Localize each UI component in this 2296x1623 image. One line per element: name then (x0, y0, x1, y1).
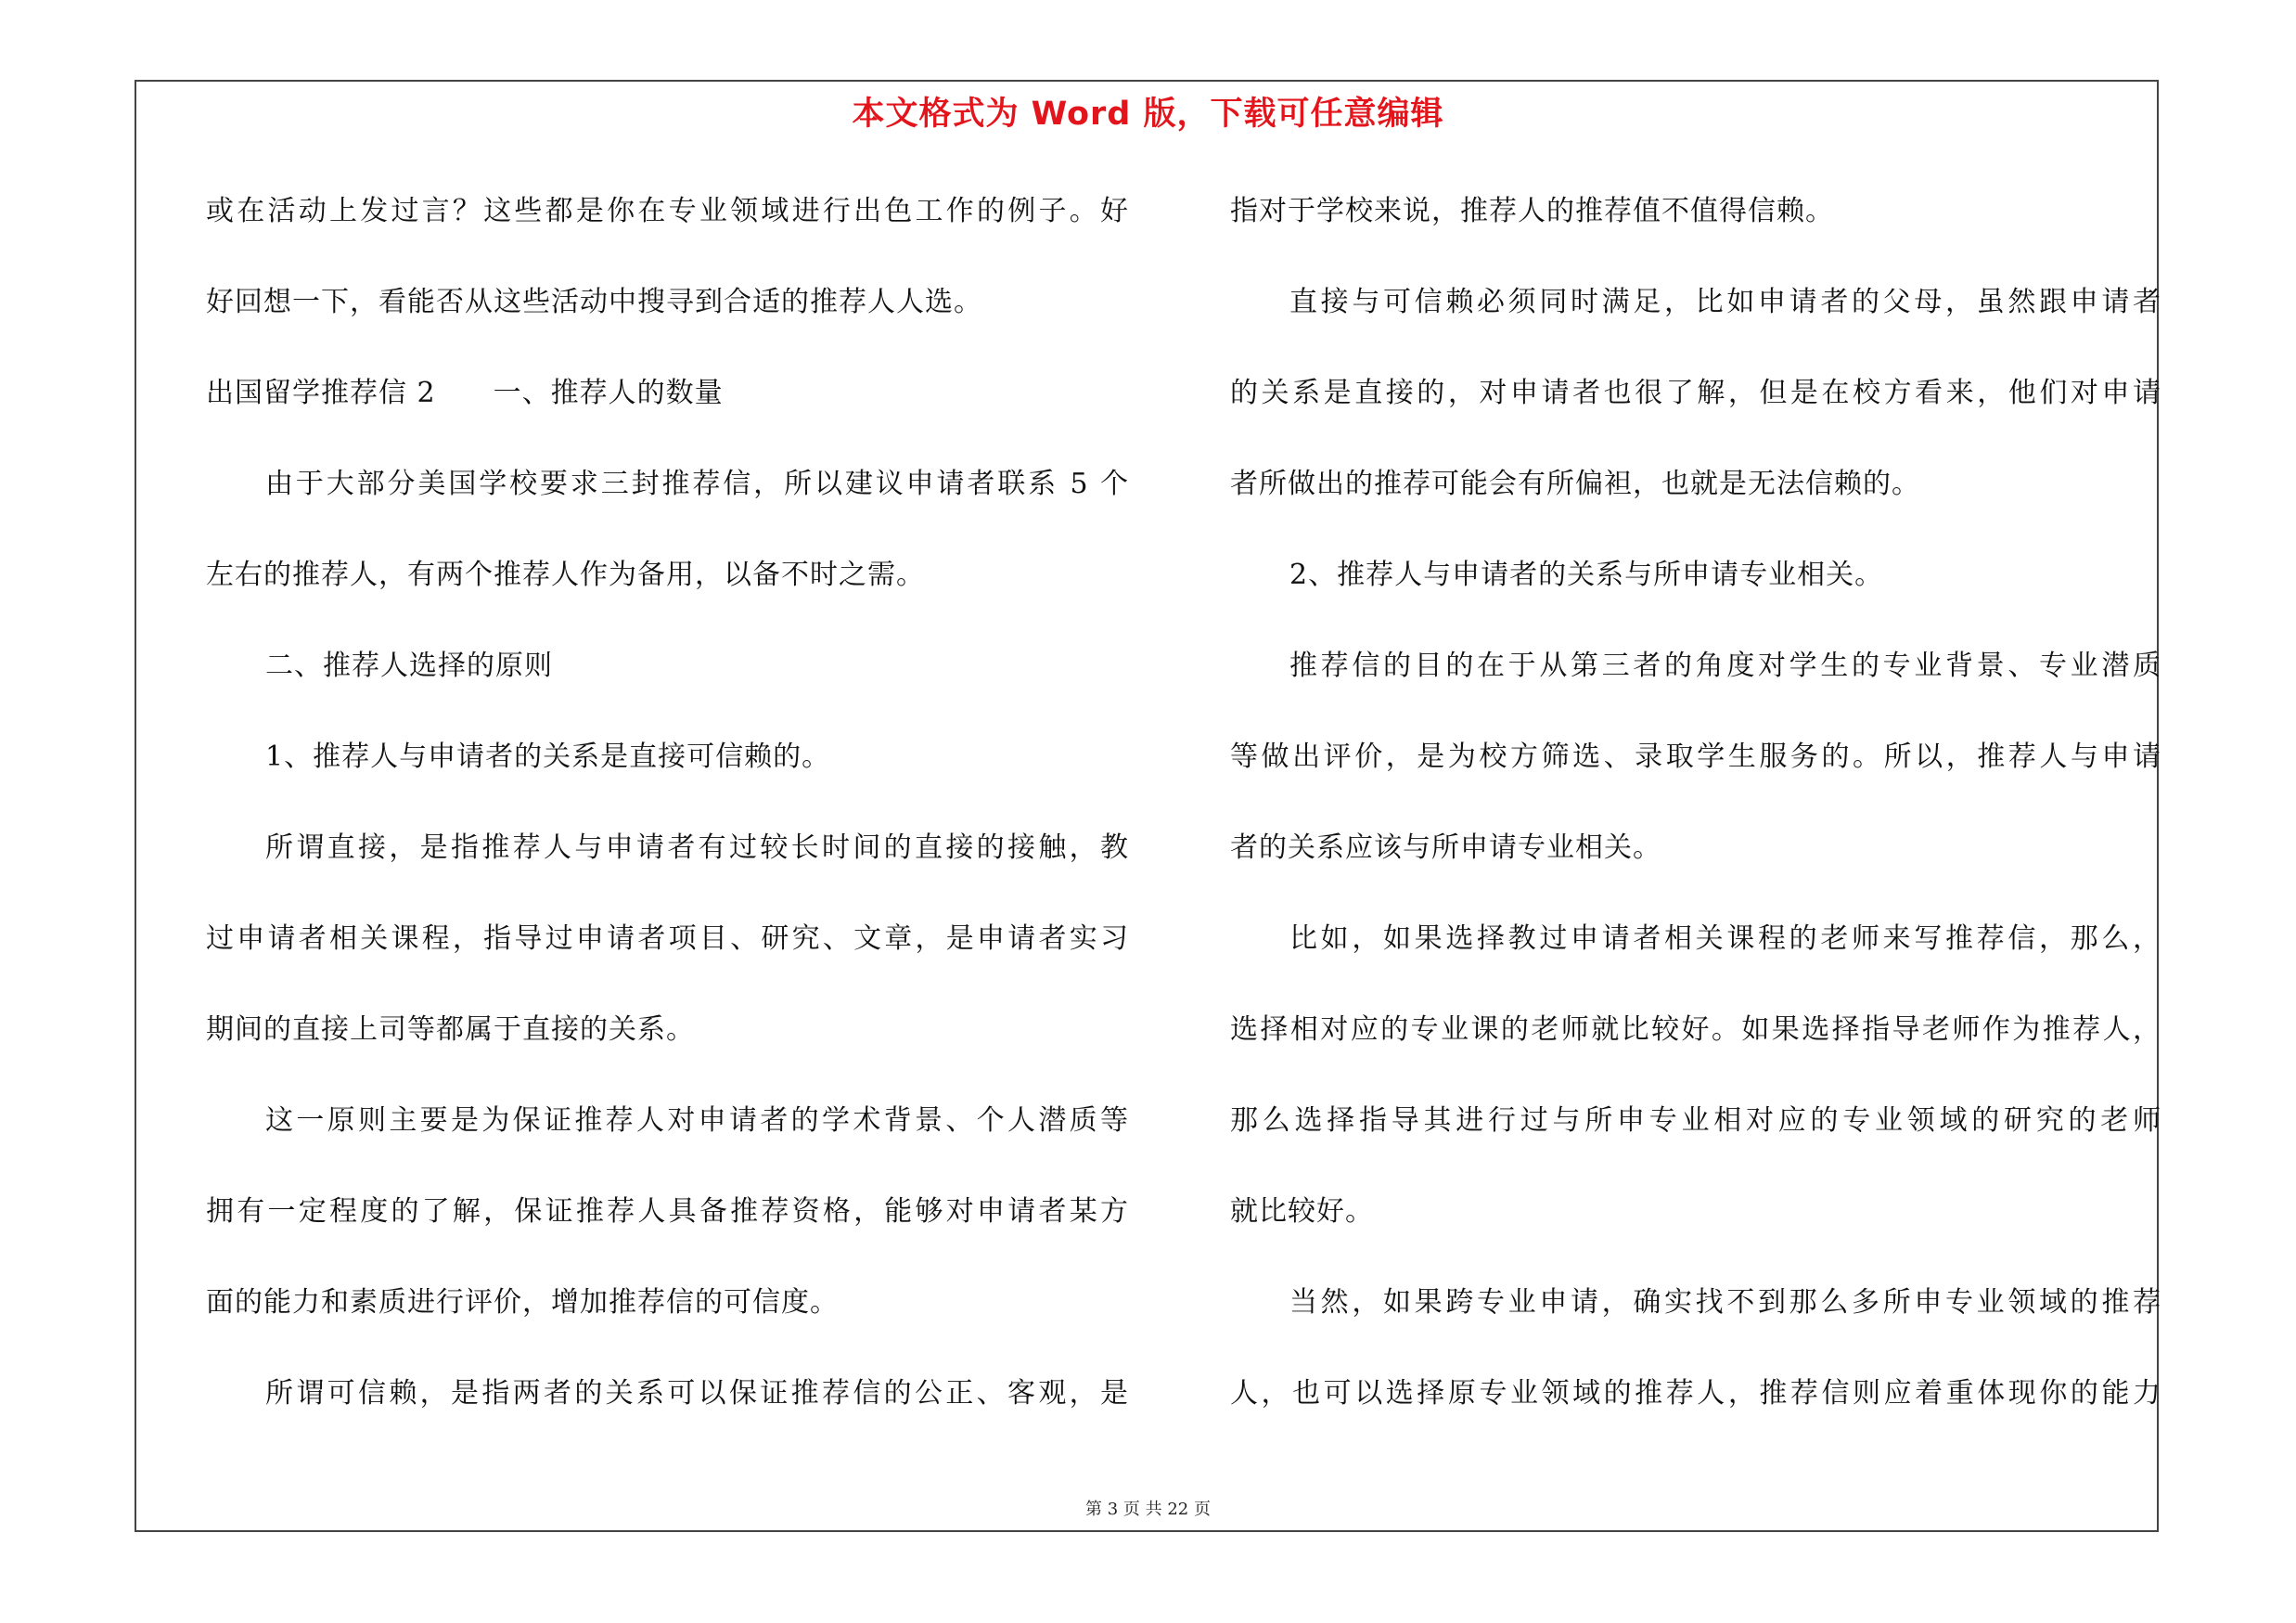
text-line: 出国留学推荐信 2 一、推荐人的数量 (206, 377, 724, 409)
text-line: 那么选择指导其进行过与所申专业相对应的专业领域的研究的老师 (1230, 1104, 2161, 1137)
text-line: 的关系是直接的，对申请者也很了解，但是在校方看来，他们对申请 (1230, 377, 2161, 409)
text-line: 拥有一定程度的了解，保证推荐人具备推荐资格，能够对申请者某方 (206, 1195, 1129, 1228)
text-line: 过申请者相关课程，指导过申请者项目、研究、文章，是申请者实习 (206, 922, 1129, 955)
text-line: 左右的推荐人，有两个推荐人作为备用，以备不时之需。 (206, 559, 925, 591)
page-number-footer: 第 3 页 共 22 页 (1085, 1500, 1211, 1519)
text-line: 期间的直接上司等都属于直接的关系。 (206, 1013, 695, 1046)
text-line: 这一原则主要是为保证推荐人对申请者的学术背景、个人潜质等 (265, 1104, 1129, 1137)
text-line: 比如，如果选择教过申请者相关课程的老师来写推荐信，那么， (1289, 922, 2161, 955)
text-line: 或在活动上发过言？这些都是你在专业领域进行出色工作的例子。好 (206, 195, 1129, 227)
text-line: 者所做出的推荐可能会有所偏袒，也就是无法信赖的。 (1230, 468, 1920, 500)
text-line: 就比较好。 (1230, 1195, 1374, 1228)
text-line: 二、推荐人选择的原则 (265, 650, 553, 682)
text-line: 推荐信的目的在于从第三者的角度对学生的专业背景、专业潜质 (1289, 650, 2161, 682)
text-line: 所谓直接，是指推荐人与申请者有过较长时间的直接的接触，教 (265, 831, 1129, 864)
right-text-column (1230, 188, 2161, 1462)
text-line: 选择相对应的专业课的老师就比较好。如果选择指导老师作为推荐人， (1230, 1013, 2161, 1046)
text-line: 等做出评价，是为校方筛选、录取学生服务的。所以，推荐人与申请 (1230, 741, 2161, 773)
text-line: 人，也可以选择原专业领域的推荐人，推荐信则应着重体现你的能力 (1230, 1377, 2161, 1410)
text-line: 所谓可信赖，是指两者的关系可以保证推荐信的公正、客观，是 (265, 1377, 1129, 1410)
text-line: 者的关系应该与所申请专业相关。 (1230, 831, 1661, 864)
text-line: 2、推荐人与申请者的关系与所申请专业相关。 (1289, 559, 1884, 591)
word-format-banner: 本文格式为 Word 版，下载可任意编辑 (852, 96, 1444, 133)
text-line: 好回想一下，看能否从这些活动中搜寻到合适的推荐人人选。 (206, 286, 982, 318)
text-line: 直接与可信赖必须同时满足，比如申请者的父母，虽然跟申请者 (1289, 286, 2161, 318)
text-line: 1、推荐人与申请者的关系是直接可信赖的。 (265, 741, 831, 773)
text-line: 面的能力和素质进行评价，增加推荐信的可信度。 (206, 1286, 839, 1319)
text-line: 指对于学校来说，推荐人的推荐值不值得信赖。 (1230, 195, 1834, 227)
left-text-column (206, 188, 1129, 1462)
text-line: 当然，如果跨专业申请，确实找不到那么多所申专业领域的推荐 (1289, 1286, 2161, 1319)
text-line: 由于大部分美国学校要求三封推荐信，所以建议申请者联系 5 个 (265, 468, 1129, 500)
